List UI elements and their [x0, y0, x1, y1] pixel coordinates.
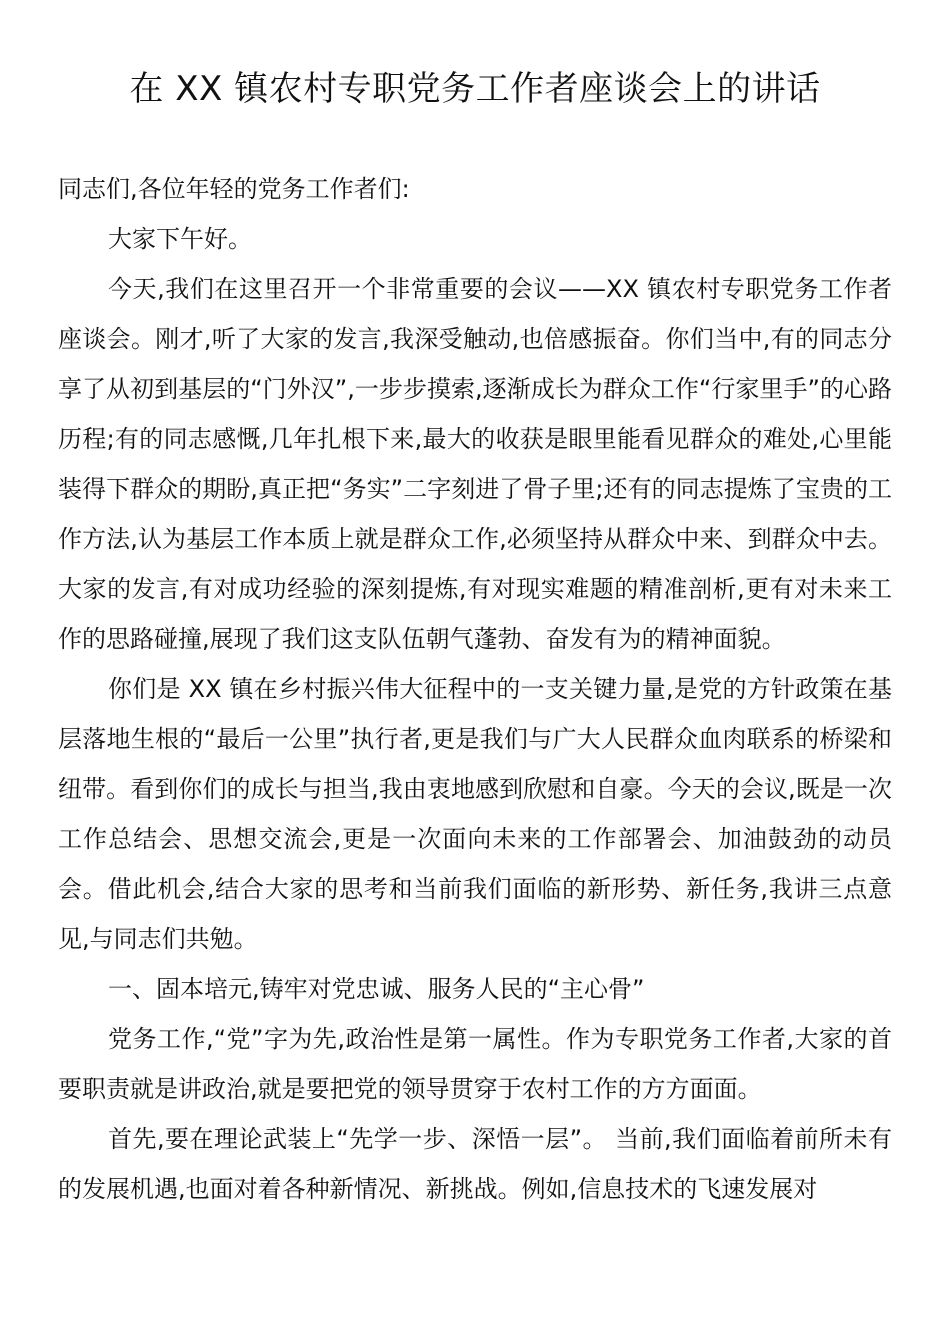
paragraph-role: 你们是 XX 镇在乡村振兴伟大征程中的一支关键力量,是党的方针政策在基层落地生根的“最后一公里”执行者,更是我们与广大人民群众血肉联系的桥梁和纽带。看到你们的成长与担当,我由衷地感到欣慰和自豪。今天的会议,既是一次工作总结会、思想交流会,更是一次面向未来的工作部署会、加油鼓劲的动员会。借此机会,结合大家的思考和当前我们面临的新形势、新任务,我讲三点意见,与同志们共勉。 — [58, 675, 892, 953]
section-heading: 一、固本培元,铸牢对党忠诚、服务人民的“主心骨” — [108, 975, 645, 1003]
paragraph-opening: 今天,我们在这里召开一个非常重要的会议——XX 镇农村专职党务工作者座谈会。刚才,听了大家的发言,我深受触动,也倍感振奋。你们当中,有的同志分享了从初到基层的“门外汉”,一步步摸索,逐渐成长为群众工作“行家里手”的心路历程;有的同志感慨,几年扎根下来,最大的收获是眼里能看见群众的难处,心里能装得下群众的期盼,真正把“务实”二字刻进了骨子里;还有的同志提炼了宝贵的工作方法,认为基层工作本质上就是群众工作,必须坚持从群众中来、到群众中去。大家的发言,有对成功经验的深刻提炼,有对现实难题的精准剖析,更有对未来工作的思路碰撞,展现了我们这支队伍朝气蓬勃、奋发有为的精神面貌。 — [58, 275, 892, 653]
document-body — [58, 164, 892, 1214]
greeting: 大家下午好。 — [108, 225, 252, 253]
salutation: 同志们,各位年轻的党务工作者们: — [58, 175, 410, 203]
paragraph-theory: 首先,要在理论武装上“先学一步、深悟一层”。 当前,我们面临着前所未有的发展机遇,也面对着各种新情况、新挑战。例如,信息技术的飞速发展对 — [58, 1125, 892, 1203]
document-title: 在 XX 镇农村专职党务工作者座谈会上的讲话 — [129, 69, 821, 109]
paragraph-political: 党务工作,“党”字为先,政治性是第一属性。作为专职党务工作者,大家的首要职责就是讲政治,就是要把党的领导贯穿于农村工作的方方面面。 — [58, 1025, 892, 1103]
